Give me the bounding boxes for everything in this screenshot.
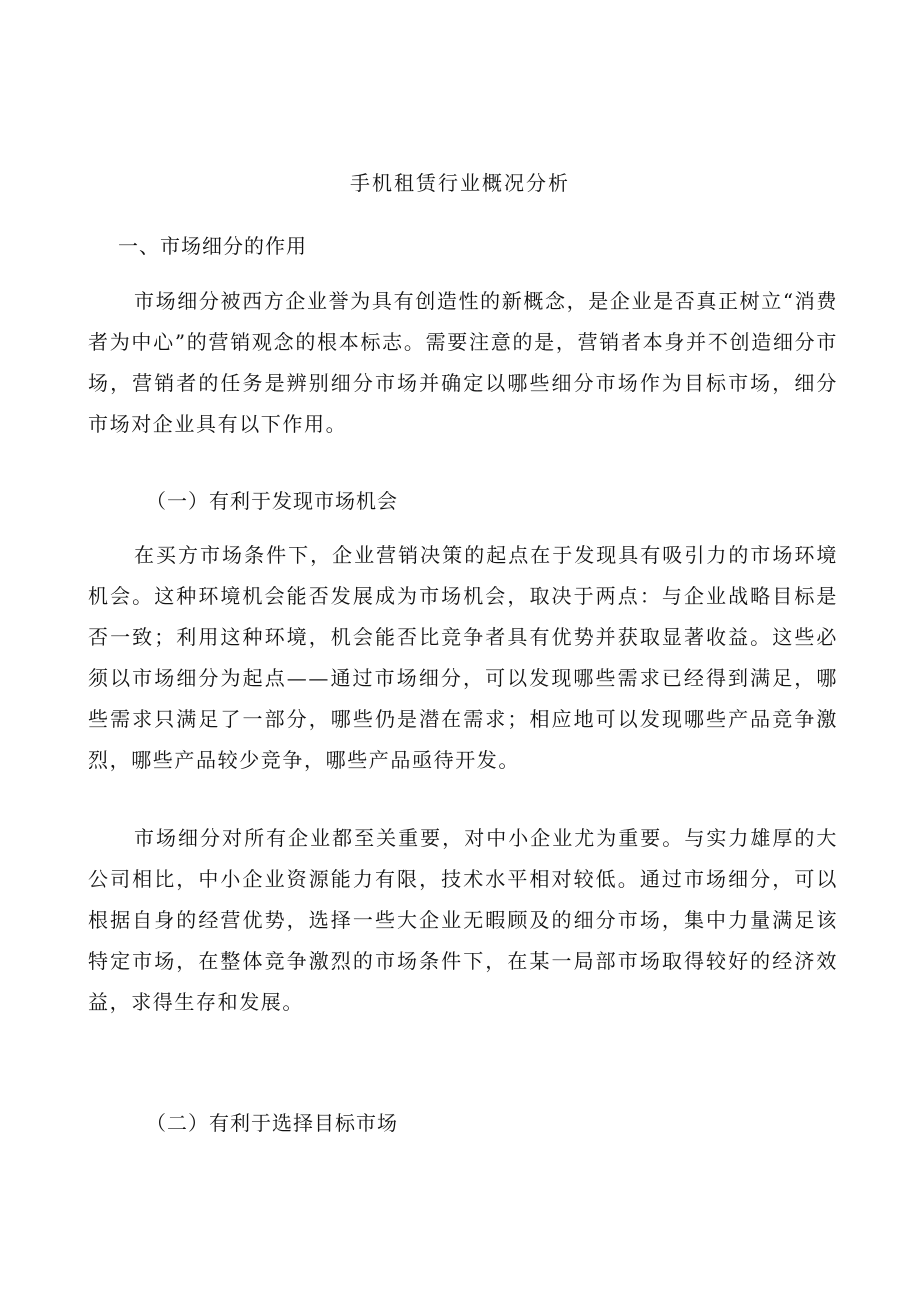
section-heading-market-segmentation: 一、市场细分的作用: [118, 234, 307, 258]
section-intro-paragraph: 市场细分被西方企业誉为具有创造性的新概念，是企业是否真正树立“消费者为中心”的营销观念的根本标志。需要注意的是，营销者本身并不创造细分市场，营销者的任务是辨别细分市场并确定以哪些细分市场作为目标市场，细分市场对企业具有以下作用。: [88, 289, 838, 436]
paragraph-market-opportunities: 在买方市场条件下，企业营销决策的起点在于发现具有吸引力的市场环境机会。这种环境机会能否发展成为市场机会，取决于两点：与企业战略目标是否一致；利用这种环境，机会能否比竞争者具有优势并获取显著收益。这些必须以市场细分为起点——通过市场细分，可以发现哪些需求已经得到满足，哪些需求只满足了一部分，哪些仍是潜在需求；相应地可以发现哪些产品竞争激烈，哪些产品较少竞争，哪些产品亟待开发。: [88, 543, 838, 772]
paragraph-small-enterprises: 市场细分对所有企业都至关重要，对中小企业尤为重要。与实力雄厚的大公司相比，中小企业资源能力有限，技术水平相对较低。通过市场细分，可以根据自身的经营优势，选择一些大企业无暇顾及的细分市场，集中力量满足该特定市场，在整体竞争激烈的市场条件下，在某一局部市场取得较好的经济效益，求得生存和发展。: [88, 826, 838, 1014]
subsection-heading-select-target-market: （二）有利于选择目标市场: [146, 1111, 398, 1135]
document-title: 手机租赁行业概况分析: [350, 171, 570, 195]
subsection-heading-discover-opportunities: （一）有利于发现市场机会: [146, 489, 398, 513]
